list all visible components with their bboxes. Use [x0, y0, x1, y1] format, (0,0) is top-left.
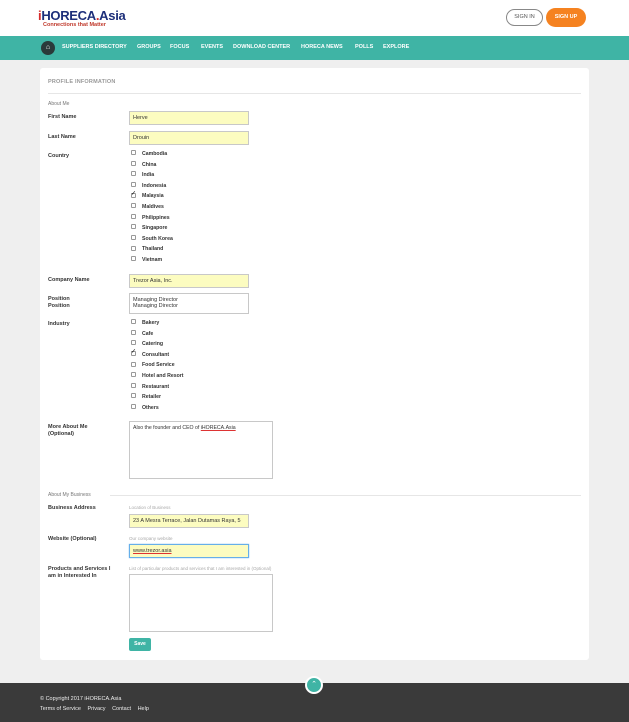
checkbox[interactable] [131, 182, 136, 187]
industry-option-label: Food Service [142, 362, 175, 369]
divider [110, 495, 581, 496]
checkbox[interactable] [131, 256, 136, 261]
country-option-label: Philippines [142, 214, 170, 221]
website-label: Website (Optional) [48, 536, 97, 542]
nav-horeca-news[interactable]: HORECA NEWS [301, 44, 343, 50]
business-address-label: Business Address [48, 505, 96, 511]
footer-link-privacy[interactable]: Privacy [87, 706, 106, 712]
checkbox[interactable] [131, 404, 136, 409]
checkbox[interactable] [131, 161, 136, 166]
country-option[interactable] [131, 236, 173, 243]
country-option[interactable] [131, 172, 154, 179]
sign-in-button[interactable]: SIGN IN [506, 9, 543, 26]
footer-link-contact[interactable]: Contact [112, 706, 132, 712]
industry-option-label: Restaurant [142, 383, 170, 390]
industry-option-label: Consultant [142, 351, 170, 358]
checkbox[interactable] [131, 150, 136, 155]
section-title: PROFILE INFORMATION [48, 79, 116, 85]
checkbox[interactable] [131, 319, 136, 324]
position-label: Position Position [48, 296, 70, 309]
checkbox[interactable] [131, 193, 136, 198]
country-option[interactable] [131, 204, 164, 211]
country-option[interactable] [131, 183, 166, 190]
country-option-label: Cambodia [142, 151, 168, 157]
country-option[interactable] [131, 246, 163, 253]
footer-link-help[interactable]: Help [137, 706, 149, 712]
home-icon[interactable]: ⌂ [41, 41, 55, 55]
industry-option[interactable] [131, 331, 153, 338]
country-option-label: Vietnam [142, 257, 163, 263]
products-hint: List of particular products and services that I am interested in (Optional) [129, 566, 272, 571]
industry-option-label: Cafe [142, 330, 154, 337]
logo-text: iHORECA.Asia [38, 8, 126, 23]
industry-option[interactable] [131, 373, 184, 380]
industry-option-label: Others [142, 404, 159, 411]
country-option-label: South Korea [142, 235, 173, 242]
country-option-label: Maldives [142, 204, 164, 210]
nav-download-center[interactable]: DOWNLOAD CENTER [233, 44, 291, 50]
first-name-label: First Name [48, 114, 77, 120]
industry-option[interactable] [131, 341, 163, 348]
logo[interactable] [38, 8, 125, 28]
more-about-label: More About Me (Optional) [48, 424, 88, 437]
sign-up-button[interactable]: SIGN UP [546, 8, 586, 27]
products-label: Products and Services I am in Interested In [48, 566, 111, 579]
checkbox[interactable] [131, 224, 136, 229]
website-hint: Our company website [129, 536, 173, 541]
more-about-textarea[interactable]: Also the founder and CEO of iHORECA.Asia [129, 421, 273, 479]
country-option-label: Thailand [142, 246, 164, 253]
profile-card [40, 68, 589, 660]
chevron-up-icon[interactable]: ⌃ [305, 676, 323, 694]
site-header [0, 0, 629, 36]
nav-explore[interactable]: EXPLORE [383, 44, 410, 50]
business-address-input[interactable]: 23 A Mesra Terrace, Jalan Dutamas Raya, 5 [129, 514, 249, 528]
industry-option-label: Catering [142, 341, 164, 348]
checkbox[interactable] [131, 340, 136, 345]
checkbox[interactable] [131, 383, 136, 388]
last-name-input[interactable]: Drouin [129, 131, 249, 145]
checkbox[interactable] [131, 351, 136, 356]
checkbox[interactable] [131, 362, 136, 367]
industry-option-label: Bakery [142, 320, 160, 326]
industry-option[interactable] [131, 320, 159, 327]
industry-label: Industry [48, 321, 70, 327]
nav-events[interactable]: EVENTS [201, 44, 224, 50]
industry-option[interactable] [131, 394, 161, 401]
country-label: Country [48, 153, 70, 159]
country-option[interactable] [131, 151, 167, 158]
checkbox[interactable] [131, 214, 136, 219]
nav-focus[interactable]: FOCUS [170, 44, 190, 50]
company-name-label: Company Name [48, 277, 90, 283]
footer-links [40, 706, 154, 712]
country-option[interactable] [131, 193, 164, 200]
country-option[interactable] [131, 215, 170, 222]
about-me-heading: About Me [48, 101, 70, 107]
footer-link-terms[interactable]: Terms of Service [40, 706, 81, 712]
country-option-label: Indonesia [142, 182, 167, 189]
nav-polls[interactable]: POLLS [355, 44, 374, 50]
country-option-label: Malaysia [142, 193, 164, 200]
country-option[interactable] [131, 257, 162, 264]
company-name-input[interactable]: Trezor Asia, Inc. [129, 274, 249, 288]
checkbox[interactable] [131, 171, 136, 176]
industry-option[interactable] [131, 405, 159, 412]
logo-tagline: Connections that Matter [43, 22, 106, 28]
copyright-text: © Copyright 2017 iHORECA.Asia [40, 696, 122, 702]
country-option[interactable] [131, 225, 167, 232]
industry-option-label: Hotel and Resort [142, 373, 184, 379]
save-button[interactable]: Save [129, 638, 151, 651]
country-option-label: China [142, 161, 157, 168]
checkbox[interactable] [131, 372, 136, 377]
industry-option[interactable] [131, 362, 175, 369]
products-textarea[interactable] [129, 574, 273, 632]
checkbox[interactable] [131, 235, 136, 240]
checkbox[interactable] [131, 393, 136, 398]
checkbox[interactable] [131, 246, 136, 251]
industry-option[interactable] [131, 352, 169, 359]
country-option-label: Singapore [142, 225, 168, 232]
nav-suppliers-directory[interactable]: SUPPLIERS DIRECTORY [62, 44, 127, 50]
about-business-heading: About My Business [48, 492, 91, 498]
position-input[interactable]: Managing Director Managing Director [129, 293, 249, 314]
industry-option[interactable] [131, 384, 169, 391]
divider [48, 93, 581, 94]
first-name-input[interactable]: Herve [129, 111, 249, 125]
industry-option-label: Retailer [142, 394, 162, 401]
last-name-label: Last Name [48, 134, 76, 140]
website-input[interactable]: www.trezor.asia [129, 544, 249, 558]
country-option-label: India [142, 172, 155, 179]
main-nav [0, 36, 629, 60]
checkbox[interactable] [131, 330, 136, 335]
nav-groups[interactable]: GROUPS [137, 44, 161, 50]
country-option[interactable] [131, 162, 156, 169]
checkbox[interactable] [131, 203, 136, 208]
business-address-hint: Location of Business [129, 505, 171, 510]
